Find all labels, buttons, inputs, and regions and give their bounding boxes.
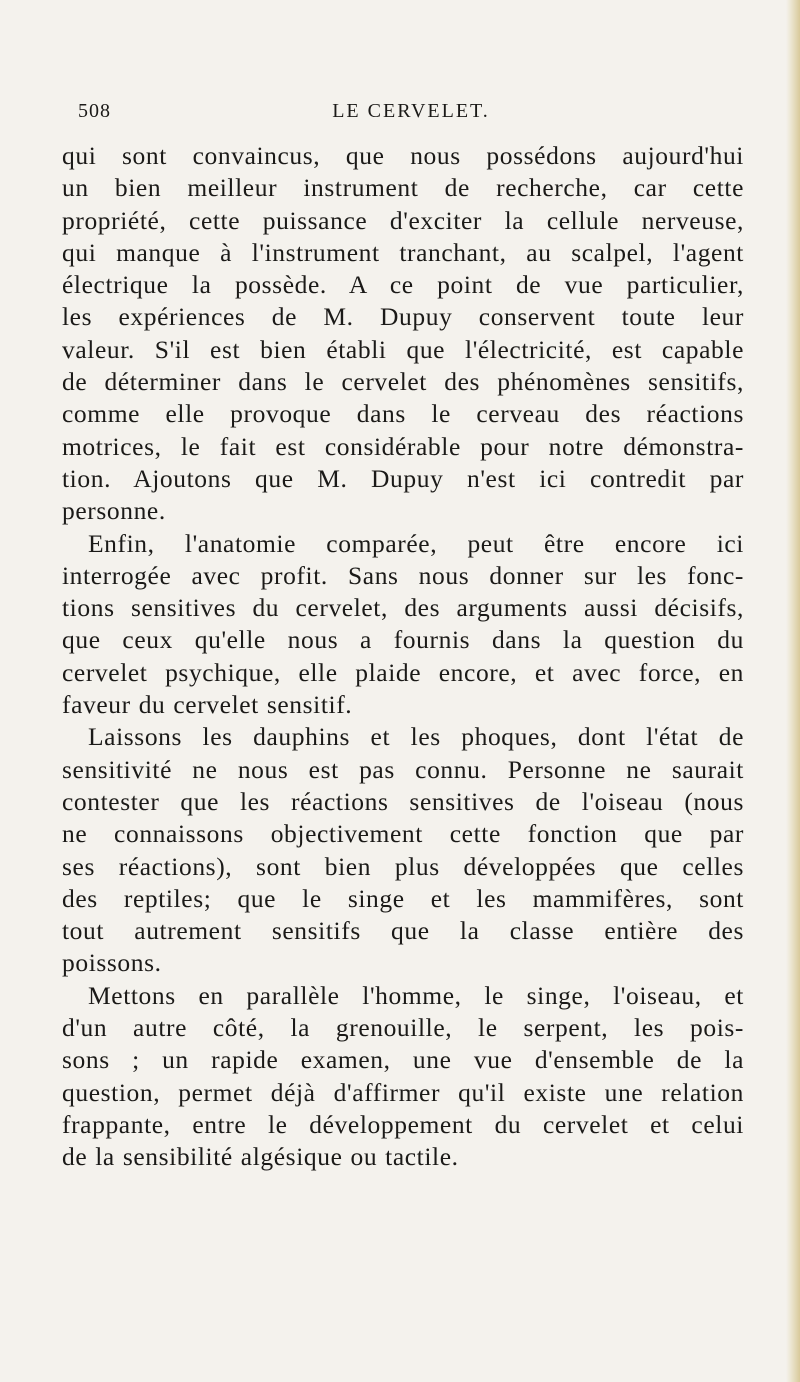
text-line: poissons. bbox=[62, 948, 162, 978]
text-line: contester que les réactions sensitives de l'oiseau (nous bbox=[62, 786, 744, 816]
text-line: motrices, le fait est considérable pour notre démonstra- bbox=[62, 431, 744, 461]
paragraph bbox=[62, 528, 744, 722]
body-text bbox=[62, 140, 744, 1174]
text-line: des reptiles; que le singe et les mammifères, sont bbox=[62, 883, 744, 913]
text-line: de la sensibilité algésique ou tactile. bbox=[62, 1142, 459, 1172]
text-line: sons ; un rapide examen, une vue d'ensemble de la bbox=[62, 1045, 744, 1075]
text-line: comme elle provoque dans le cerveau des réactions bbox=[62, 399, 744, 429]
text-line: tion. Ajoutons que M. Dupuy n'est ici contredit par bbox=[62, 463, 744, 493]
text-line: frappante, entre le développement du cervelet et celui bbox=[62, 1109, 744, 1139]
paragraph bbox=[62, 721, 744, 979]
text-line: tions sensitives du cervelet, des arguments aussi décisifs, bbox=[62, 593, 744, 623]
page-number: 508 bbox=[78, 100, 111, 122]
text-line: d'un autre côté, la grenouille, le serpent, les pois- bbox=[62, 1013, 744, 1043]
text-line: électrique la possède. A ce point de vue particulier, bbox=[62, 270, 744, 300]
text-line: les expériences de M. Dupuy conservent toute leur bbox=[62, 302, 744, 332]
text-line: qui sont convaincus, que nous possédons aujourd'hui bbox=[62, 141, 744, 170]
text-line: qui manque à l'instrument tranchant, au scalpel, l'agent bbox=[62, 237, 744, 267]
text-line: tout autrement sensitifs que la classe entière des bbox=[62, 916, 744, 946]
text-line: ses réactions), sont bien plus développées que celles bbox=[62, 851, 744, 881]
text-line: un bien meilleur instrument de recherche, car cette bbox=[62, 173, 744, 203]
text-line: interrogée avec profit. Sans nous donner sur les fonc- bbox=[62, 560, 744, 590]
text-line: que ceux qu'elle nous a fournis dans la question du bbox=[62, 625, 744, 655]
text-line: propriété, cette puissance d'exciter la cellule nerveuse, bbox=[62, 205, 744, 235]
text-line: ne connaissons objectivement cette fonction que par bbox=[62, 819, 744, 849]
text-line: Mettons en parallèle l'homme, le singe, l'oiseau, et bbox=[88, 980, 744, 1010]
running-header bbox=[78, 100, 744, 136]
text-line: faveur du cervelet sensitif. bbox=[62, 690, 353, 720]
text-line: Enfin, l'anatomie comparée, peut être encore ici bbox=[88, 528, 744, 558]
page-edge bbox=[786, 0, 800, 1382]
text-line: valeur. S'il est bien établi que l'électricité, est capable bbox=[62, 334, 744, 364]
paragraph bbox=[62, 980, 744, 1174]
text-line: question, permet déjà d'affirmer qu'il existe une relation bbox=[62, 1077, 744, 1107]
text-line: de déterminer dans le cervelet des phénomènes sensitifs, bbox=[62, 367, 744, 397]
text-line: personne. bbox=[62, 496, 166, 526]
paragraph bbox=[62, 140, 744, 528]
text-line: sensitivité ne nous est pas connu. Personne ne saurait bbox=[62, 754, 744, 784]
text-line: Laissons les dauphins et les phoques, dont l'état de bbox=[88, 722, 744, 752]
text-line: cervelet psychique, elle plaide encore, et avec force, en bbox=[62, 657, 744, 687]
running-title: LE CERVELET. bbox=[332, 100, 490, 122]
